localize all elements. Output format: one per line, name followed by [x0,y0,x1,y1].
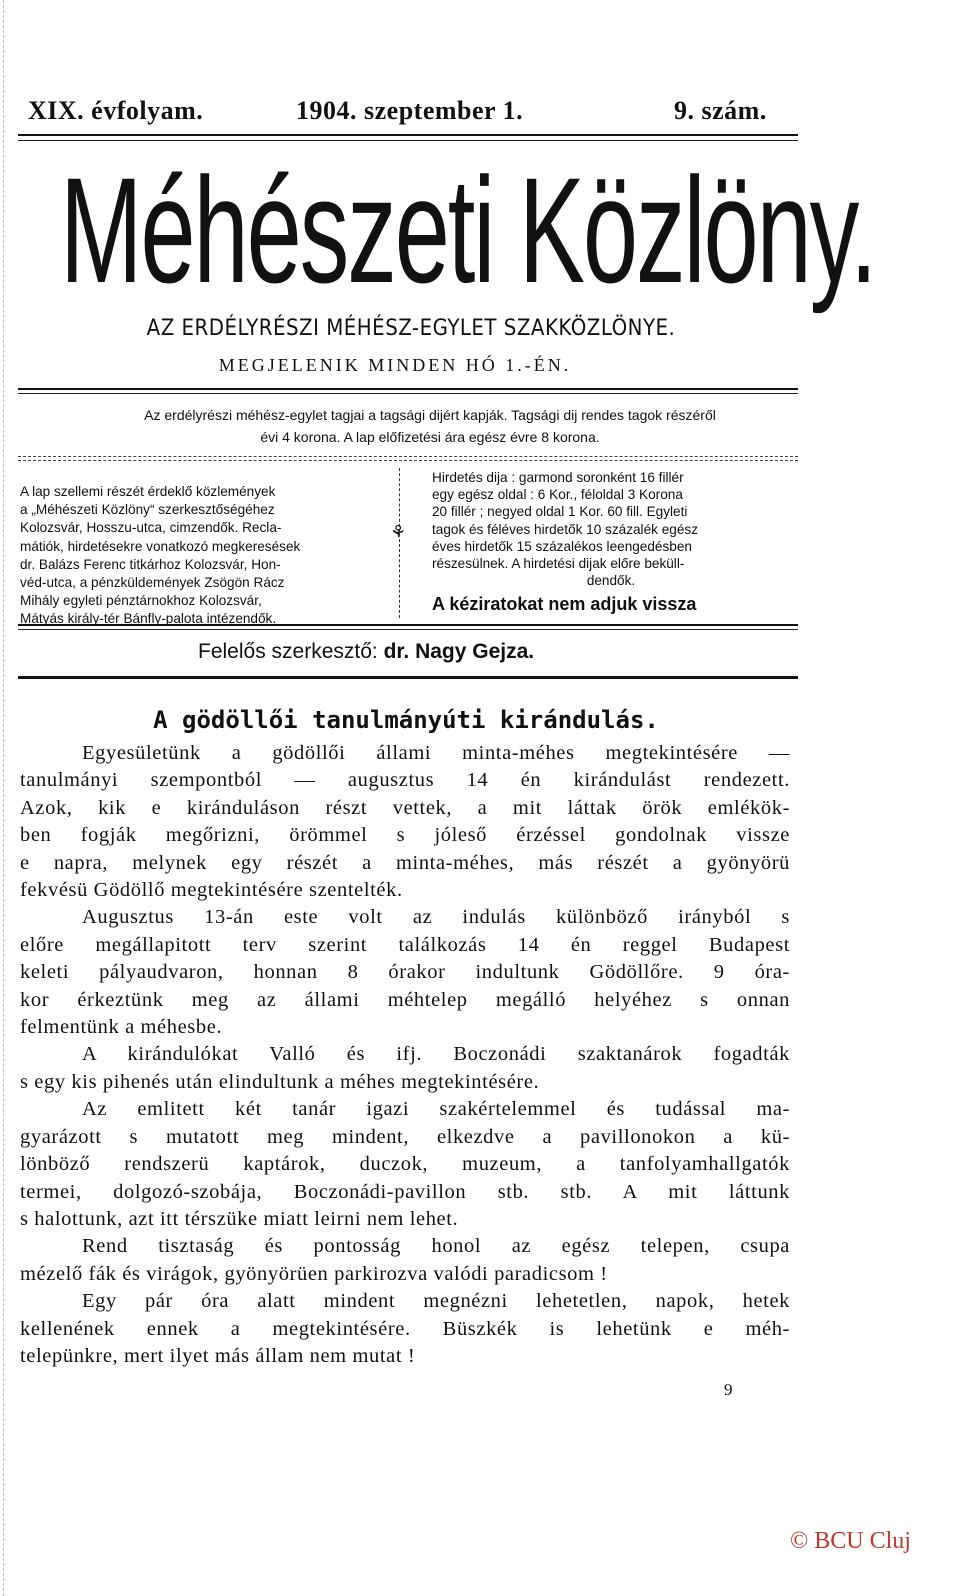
editor-rule-bottom [18,629,798,630]
article-line: mézelő fák és virágok, gyönyörüen parkirozva valódi paradicsom ! [20,1262,608,1285]
editor-label: Felelős szerkesztő: [198,640,378,663]
article-line: fekvésü Gödöllő megtekintésére szentelték. [20,879,403,902]
issue-header [28,96,798,130]
article-line: Az emlitett két tanár igazi szakértelemmel és tudással ma- [82,1098,790,1121]
subscription-info [60,404,800,448]
right-column-line: egy egész oldal : 6 Kor., féloldal 3 Korona [432,487,683,503]
article-line: Augusztus 13-án este volt az indulás különböző irányból s [82,906,790,929]
info-rule-top [18,456,798,457]
left-column-line: Mátyás király-tér Bánfly-palota intézendők. [20,611,277,627]
article-line: előre megállapitott terv szerint találkozás 14 én reggel Budapest [20,933,790,956]
right-column-line: tagok és féléves hirdetők 10 százalék egész [432,521,698,537]
article-line: lönböző rendszerü kaptárok, duczok, muzeum, a tanfolyamhallgatók [20,1153,790,1176]
article-line: e napra, melynek egy részét a minta-méhes, más részét a gyönyörü [20,851,790,874]
editor-name: dr. Nagy Gejza. [383,640,535,663]
left-column-line: Kolozsvár, Hosszu-utca, cimzendők. Recla- [20,520,282,536]
header-rule-bottom [18,140,798,141]
column-divider [399,468,400,618]
right-column-line: részesülnek. A hirdetési dijak előre beküll- [432,556,685,572]
article-rule [18,676,798,679]
subscription-line-2: évi 4 korona. A lap előfizetési ára egész évre 8 korona. [260,429,600,445]
left-column-line: véd-utca, a pénzküldemények Zsögön Rácz [20,575,285,591]
page-scan-edge [3,0,5,1596]
subscription-line-1: Az erdélyrészi méhész-egylet tagjai a tagsági dijért kapják. Tagsági dij rendes tagok részéről [144,407,716,423]
article-line: Egyesületünk a gödöllői állami minta-méhes megtekintésére — [82,742,790,764]
info-rule-bottom [18,460,798,461]
article-line: s egy kis pihenés után elindultunk a méhes megtekintésére. [20,1070,540,1093]
article-body [20,740,790,1370]
left-column-line: dr. Balázs Ferenc titkárhoz Kolozsvár, Hon- [20,556,281,572]
page-number: 9 [724,1380,733,1399]
left-column-line: Mihály egyleti pénztárnokhoz Kolozsvár, [20,593,262,609]
masthead-title: Méhészeti Közlöny. [60,146,876,314]
left-column-line: a „Méhészeti Közlöny“ szerkesztőségéhez [20,502,275,518]
editor-rule-top [18,624,798,626]
responsible-editor [198,640,534,664]
editorial-address-column [20,483,385,629]
article-line: Egy pár óra alatt mindent megnézni lehetetlen, napok, hetek [82,1290,790,1313]
copyright-watermark: © BCU Cluj [790,1528,911,1554]
subtitle: AZ ERDÉLYRÉSZI MÉHÉSZ-EGYLET SZAKKÖZLÖNYE. [146,316,676,341]
article-line: termei, dolgozó-szobája, Boczonádi-pavillon stb. stb. A mit láttunk [20,1180,790,1203]
advertising-rates-column [432,469,790,589]
publication-frequency: MEGJELENIK MINDEN HÓ 1.-ÉN. [218,355,572,375]
left-column-line: mátiók, hirdetésekre vonatkozó megkeresések [20,538,301,554]
header-rule-top [18,134,798,136]
subtitle-rule-bottom [18,393,798,394]
ornament-icon: ⚘ [390,522,407,542]
manuscripts-notice: A kéziratokat nem adjuk vissza [432,594,697,614]
right-column-line: éves hirdetők 15 százalékos leengedésben [432,538,692,554]
right-column-line: Hirdetés dija : garmond soronként 16 fillér [432,470,684,485]
article-line: s halottunk, azt itt térszüke miatt leirni nem lehet. [20,1207,459,1230]
issue-number: 9. szám. [674,96,767,125]
article-line: telepünkre, mert ilyet más állam nem mutat ! [20,1344,416,1367]
article-line: gyarázott s mutatott meg mindent, elkezdve a pavillonokon a kü- [20,1125,790,1148]
article-line: keleti pályaudvaron, honnan 8 órakor indultunk Gödöllőre. 9 óra- [20,961,790,984]
article-line: kellenének ennek a megtekintésére. Büszkék is lehetünk e méh- [20,1317,790,1340]
article-title: A gödöllői tanulmányúti kirándulás. [153,706,659,734]
right-column-line: dendők. [586,573,636,589]
article-line: tanulmányi szempontból — augusztus 14 én kirándulást rendezett. [20,769,790,792]
left-column-line: A lap szellemi részét érdeklő közlemények [20,484,276,499]
article-line: A kirándulókat Valló és ifj. Boczonádi szaktanárok fogadták [82,1043,790,1066]
volume-label: XIX. évfolyam. [28,96,204,125]
subtitle-rule-top [18,388,798,390]
article-line: ben fogják megőrizni, örömmel s jóleső érzéssel gondolnak vissze [20,824,790,847]
article-line: Azok, kik e kiránduláson részt vettek, a mit láttak örök emlékök- [20,796,790,819]
issue-date: 1904. szeptember 1. [296,96,524,125]
right-column-line: 20 fillér ; negyed oldal 1 Kor. 60 fill. Egyleti [432,504,688,520]
article-line: kor érkeztünk meg az állami méhtelep megálló helyéhez s onnan [20,988,790,1011]
article-line: felmentünk a méhesbe. [20,1016,223,1039]
article-line: Rend tisztaság és pontosság honol az egész telepen, csupa [82,1235,790,1258]
